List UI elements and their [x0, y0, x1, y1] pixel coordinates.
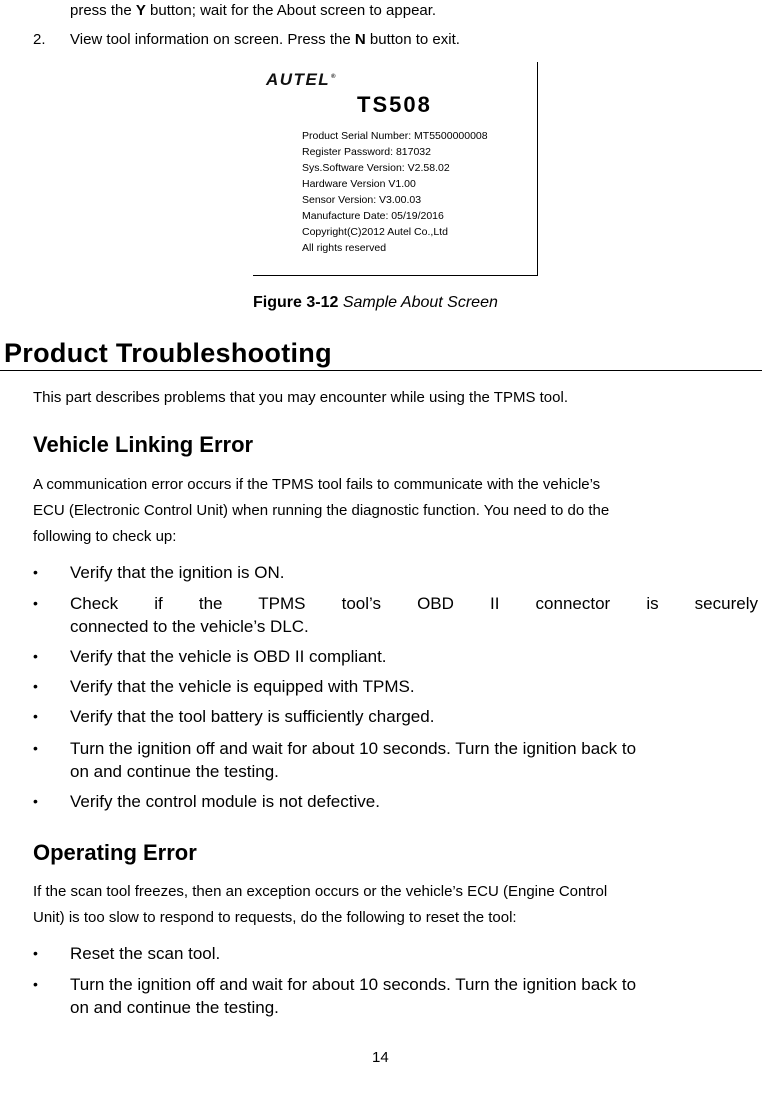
info-line: Hardware Version V1.00: [302, 178, 416, 190]
info-line: Copyright(C)2012 Autel Co.,Ltd: [302, 226, 448, 238]
list-item: Verify that the vehicle is OBD II compliant.: [70, 647, 387, 666]
operating-error-para-line: Unit) is too slow to respond to requests, do the following to reset the tool:: [33, 909, 517, 926]
list-item-continuation: connected to the vehicle’s DLC.: [70, 617, 309, 636]
heading-vehicle-linking-error: Vehicle Linking Error: [33, 432, 254, 457]
info-line: All rights reserved: [302, 242, 387, 254]
vehicle-linking-para-line: ECU (Electronic Control Unit) when running the diagnostic function. You need to do the: [33, 502, 610, 519]
bullet-marker: •: [33, 595, 38, 611]
model-name: TS508: [357, 92, 432, 117]
section-intro: This part describes problems that you may encounter while using the TPMS tool.: [33, 389, 568, 406]
list-item: Verify that the tool battery is sufficiently charged.: [70, 707, 435, 726]
autel-logo: AUTEL®: [266, 70, 338, 89]
step-2-number: 2.: [33, 31, 46, 48]
list-item: Turn the ignition off and wait for about 10 seconds. Turn the ignition back to: [70, 739, 637, 758]
list-item-continuation: on and continue the testing.: [70, 762, 279, 781]
info-line: Manufacture Date: 05/19/2016: [302, 210, 444, 222]
info-line: Sensor Version: V3.00.03: [302, 194, 422, 206]
vehicle-linking-para-line: A communication error occurs if the TPMS tool fails to communicate with the vehicle’s: [33, 476, 601, 493]
bullet-marker: •: [33, 945, 38, 961]
bullet-marker: •: [33, 564, 38, 580]
info-line: Product Serial Number: MT5500000008: [302, 130, 488, 142]
bullet-marker: •: [33, 740, 38, 756]
list-item-continuation: on and continue the testing.: [70, 998, 279, 1017]
section-title: Product Troubleshooting: [4, 338, 332, 368]
list-item: Check if the TPMS tool’s OBD II connector is securely: [70, 594, 758, 613]
bullet-marker: •: [33, 678, 38, 694]
info-line: Sys.Software Version: V2.58.02: [302, 162, 450, 174]
bullet-marker: •: [33, 708, 38, 724]
page-number: 14: [372, 1049, 389, 1066]
section-divider: [0, 370, 762, 371]
bullet-marker: •: [33, 976, 38, 992]
info-line: Register Password: 817032: [302, 146, 431, 158]
bullet-marker: •: [33, 793, 38, 809]
step-2-text: View tool information on screen. Press the N button to exit.: [70, 31, 460, 48]
list-item: Turn the ignition off and wait for about 10 seconds. Turn the ignition back to: [70, 975, 637, 994]
vehicle-linking-para-line: following to check up:: [33, 528, 177, 545]
step-1-text: press the Y button; wait for the About screen to appear.: [70, 2, 437, 19]
about-info-list: [302, 128, 488, 256]
about-screen-figure: [253, 62, 538, 276]
heading-operating-error: Operating Error: [33, 840, 197, 865]
figure-caption: Figure 3-12 Sample About Screen: [253, 294, 498, 311]
operating-error-para-line: If the scan tool freezes, then an exception occurs or the vehicle’s ECU (Engine Control: [33, 883, 608, 900]
list-item: Reset the scan tool.: [70, 944, 221, 963]
list-item: Verify that the ignition is ON.: [70, 563, 285, 582]
bullet-marker: •: [33, 648, 38, 664]
list-item: Verify that the vehicle is equipped with TPMS.: [70, 677, 415, 696]
list-item: Verify the control module is not defective.: [70, 792, 380, 811]
